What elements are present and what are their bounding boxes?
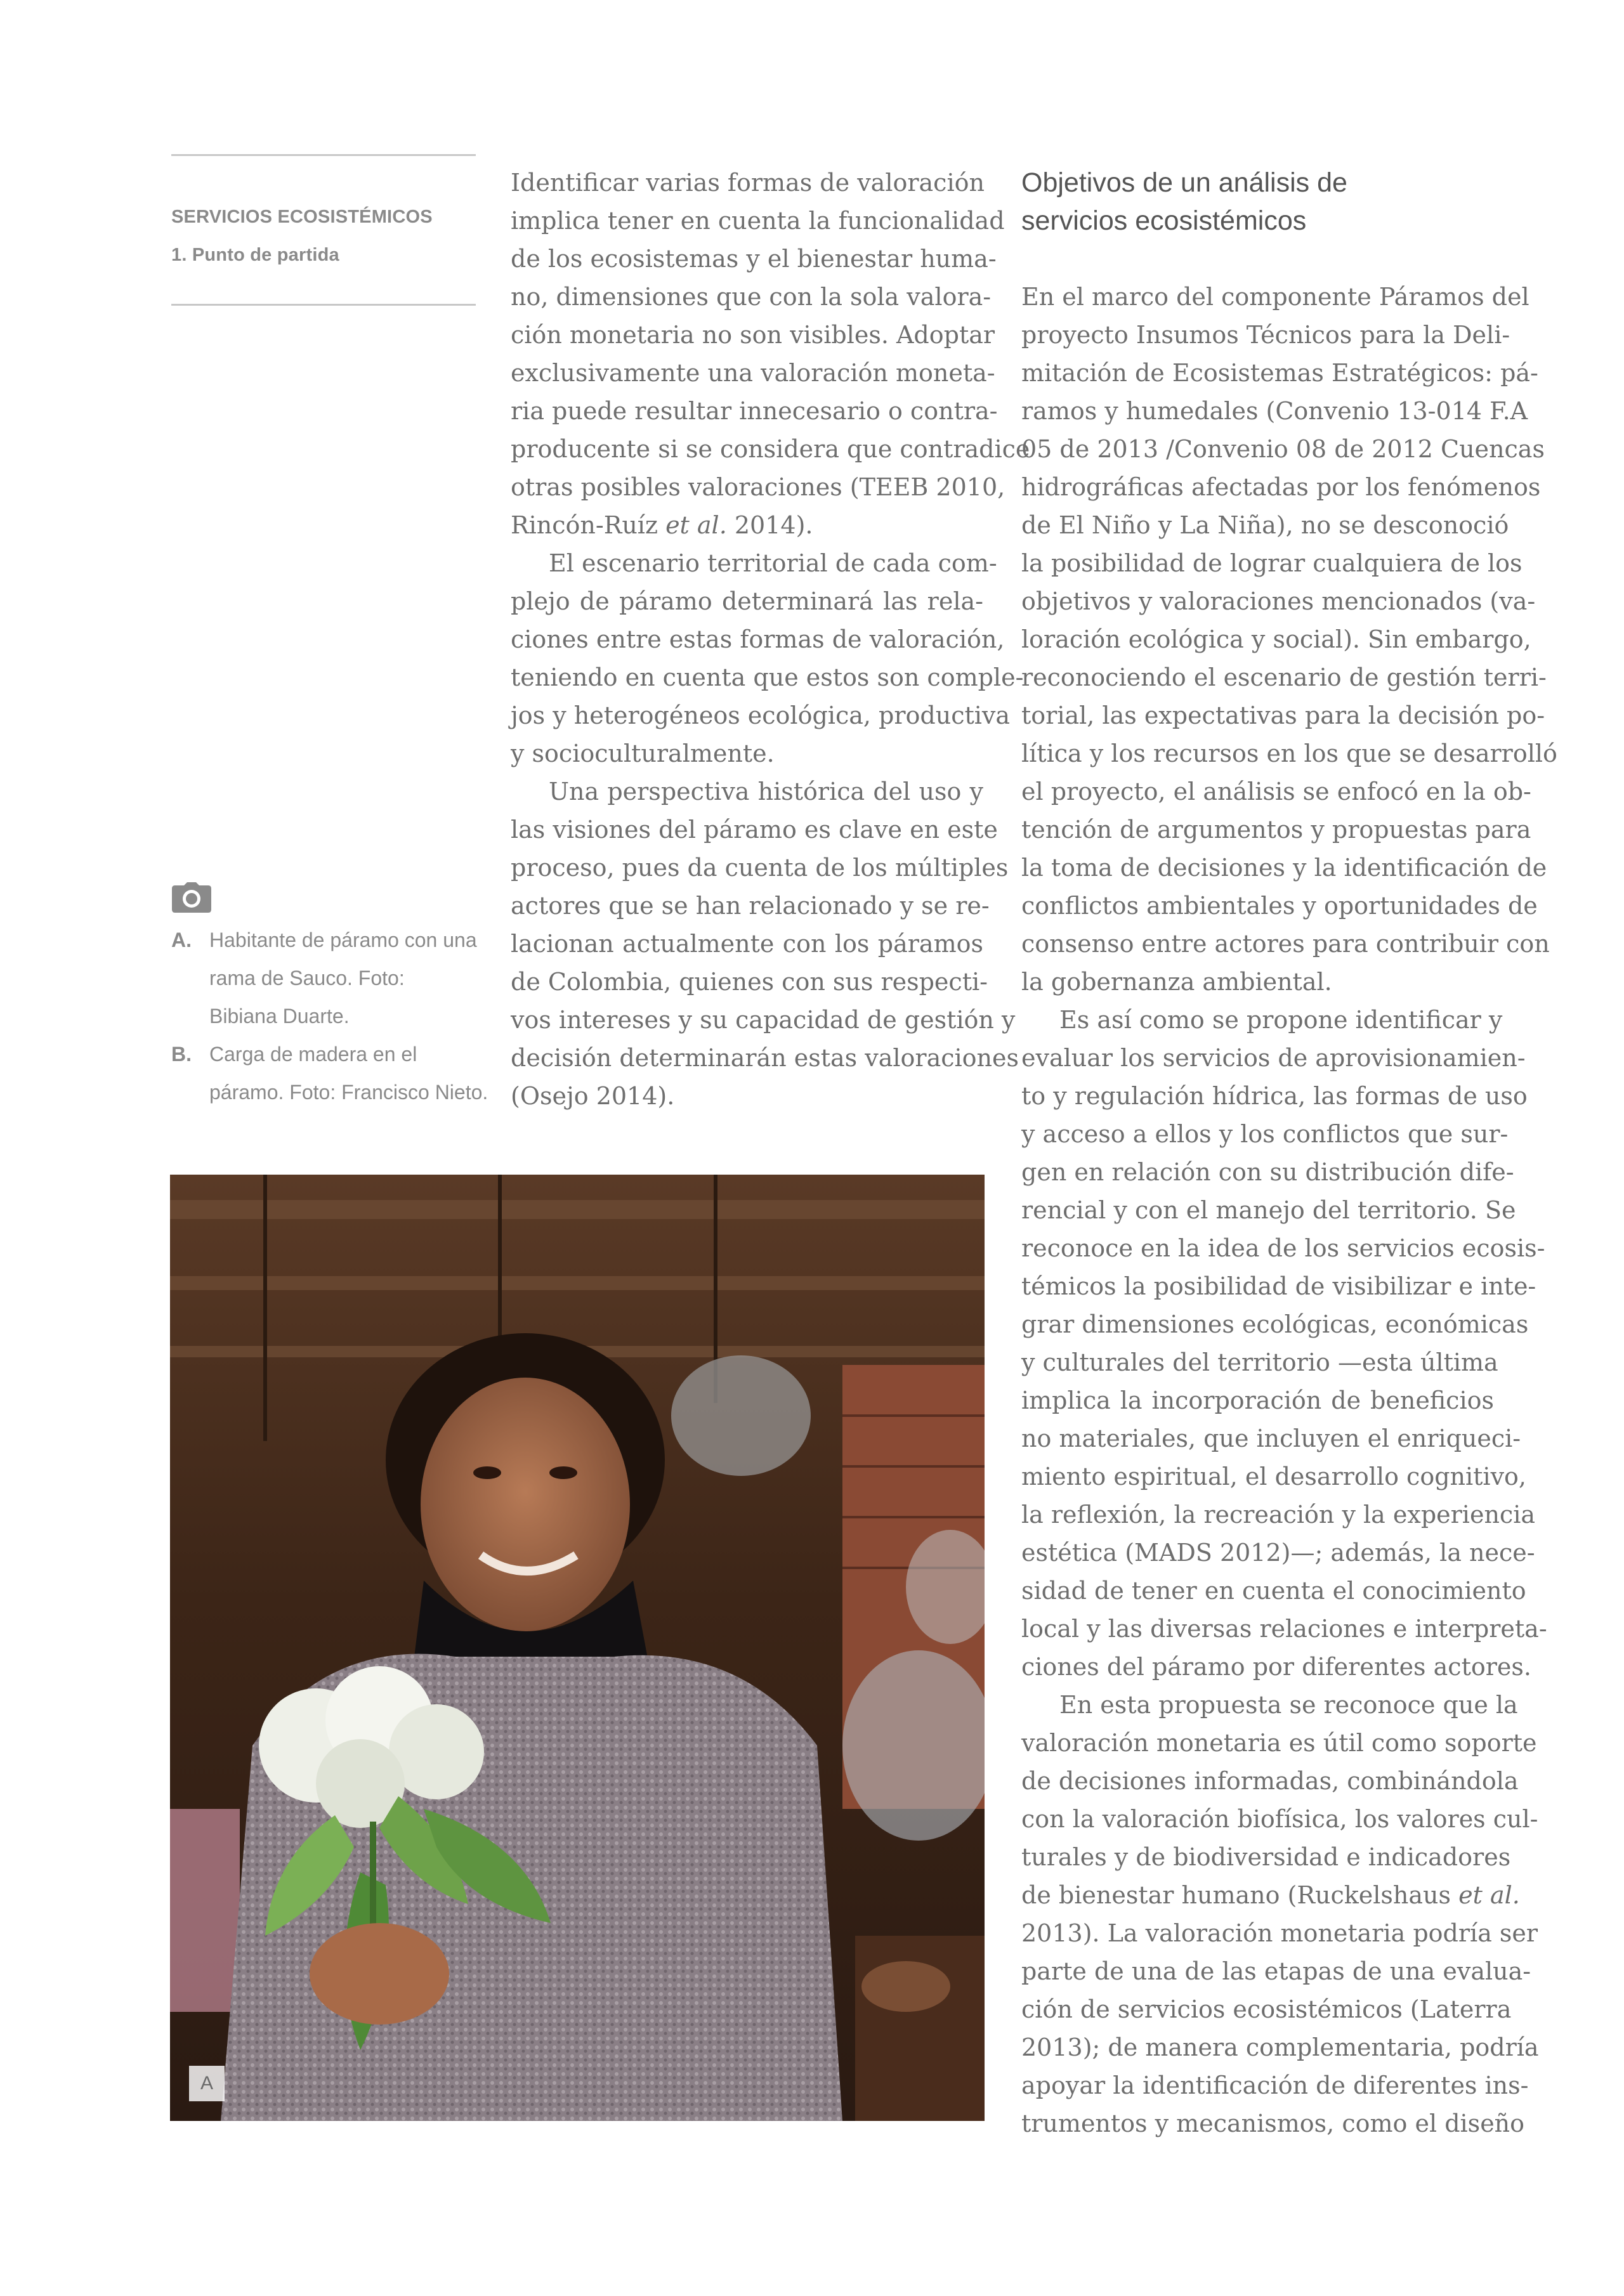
- text-line: el proyecto, el análisis se enfocó en la ob-: [1021, 778, 1531, 806]
- text-line: témicos la posibilidad de visibilizar e inte-: [1021, 1272, 1536, 1300]
- text-line: Rincón-Ruíz et al. 2014).: [511, 511, 813, 539]
- caption-line: páramo. Foto: Francisco Nieto.: [209, 1081, 488, 1104]
- text-line: El escenario territorial de cada com-: [549, 549, 997, 577]
- text-line: la toma de decisiones y la identificación de: [1021, 854, 1547, 882]
- text-line: ciones entre estas formas de valoración,: [511, 625, 1005, 653]
- text-line: gen en relación con su distribución dife-: [1021, 1158, 1514, 1186]
- text-line: sidad de tener en cuenta el conocimiento: [1021, 1577, 1526, 1605]
- heading-line: servicios ecosistémicos: [1021, 205, 1307, 236]
- text-line: evaluar los servicios de aprovisionamien-: [1021, 1044, 1526, 1072]
- text-line: conflictos ambientales y oportunidades de: [1021, 892, 1538, 920]
- text-line: reconociendo el escenario de gestión terri-: [1021, 663, 1547, 691]
- text-line: estética (MADS 2012)—; además, la nece-: [1021, 1539, 1535, 1567]
- text-line: actores que se han relacionado y se re-: [511, 892, 990, 920]
- text-line: la gobernanza ambiental.: [1021, 968, 1332, 996]
- caption-a: [171, 921, 488, 1035]
- text-line: teniendo en cuenta que estos son comple-: [511, 663, 1024, 691]
- text-line: otras posibles valoraciones (TEEB 2010,: [511, 473, 1005, 501]
- section-heading: [1021, 164, 1494, 240]
- caption-letter: A.: [171, 929, 192, 951]
- body-column-1: [511, 164, 1030, 1115]
- camera-icon: [171, 882, 212, 913]
- text-line: grar dimensiones ecológicas, económicas: [1021, 1310, 1529, 1338]
- section-title: SERVICIOS ECOSISTÉMICOS: [171, 207, 433, 227]
- text-line: Identificar varias formas de valoración: [511, 169, 985, 197]
- text-line: trumentos y mecanismos, como el diseño: [1021, 2110, 1525, 2137]
- text-line: implica la incorporación de beneficios: [1021, 1386, 1494, 1414]
- text-line: lacionan actualmente con los páramos: [511, 930, 983, 958]
- text-line: miento espiritual, el desarrollo cognitivo,: [1021, 1463, 1526, 1490]
- text-line: turales y de biodiversidad e indicadores: [1021, 1843, 1511, 1871]
- text-line: ción monetaria no son visibles. Adoptar: [511, 321, 995, 349]
- text-line: ramos y humedales (Convenio 13-014 F.A: [1021, 397, 1528, 425]
- photo-captions: [171, 921, 488, 1111]
- text-line: 05 de 2013 /Convenio 08 de 2012 Cuencas: [1021, 435, 1545, 463]
- text-line: consenso entre actores para contribuir con: [1021, 930, 1550, 958]
- caption-line: Habitante de páramo con una: [209, 929, 477, 951]
- text-line: valoración monetaria es útil como soporte: [1021, 1729, 1537, 1757]
- top-rule: [171, 154, 476, 156]
- photo-tag: A: [189, 2066, 225, 2101]
- text-line: tención de argumentos y propuestas para: [1021, 816, 1531, 844]
- text-line: mitación de Ecosistemas Estratégicos: pá-: [1021, 359, 1538, 387]
- text-line: de los ecosistemas y el bienestar huma-: [511, 245, 997, 273]
- text-line: ciones del páramo por diferentes actores.: [1021, 1653, 1531, 1681]
- text-line: las visiones del páramo es clave en este: [511, 816, 998, 844]
- text-line: 2013); de manera complementaria, podría: [1021, 2033, 1539, 2061]
- text-line: loración ecológica y social). Sin embargo,: [1021, 625, 1531, 653]
- text-line: hidrográficas afectadas por los fenómenos: [1021, 473, 1541, 501]
- text-line: de El Niño y La Niña), no se desconoció: [1021, 511, 1509, 539]
- text-line: apoyar la identificación de diferentes ins-: [1021, 2071, 1529, 2099]
- caption-line: rama de Sauco. Foto:: [209, 967, 405, 989]
- text-line: Es así como se propone identificar y: [1059, 1006, 1503, 1034]
- text-line: En esta propuesta se reconoce que la: [1059, 1691, 1518, 1719]
- text-line: Una perspectiva histórica del uso y: [549, 778, 983, 806]
- text-line: implica tener en cuenta la funcionalidad: [511, 207, 1005, 235]
- bottom-rule: [171, 304, 476, 306]
- text-line: local y las diversas relaciones e interpreta-: [1021, 1615, 1547, 1643]
- section-label: [171, 198, 476, 274]
- text-line: torial, las expectativas para la decisión po-: [1021, 701, 1545, 729]
- text-line: de Colombia, quienes con sus respecti-: [511, 968, 988, 996]
- text-line: En el marco del componente Páramos del: [1021, 283, 1529, 311]
- text-line: y culturales del territorio —esta última: [1021, 1348, 1498, 1376]
- text-line: objetivos y valoraciones mencionados (va-: [1021, 587, 1536, 615]
- body-column-2: [1021, 278, 1557, 2143]
- text-line: vos intereses y su capacidad de gestión y: [511, 1006, 1016, 1034]
- text-line: la reflexión, la recreación y la experiencia: [1021, 1501, 1536, 1529]
- text-line: reconoce en la idea de los servicios ecosis-: [1021, 1234, 1545, 1262]
- text-line: y socioculturalmente.: [511, 740, 775, 767]
- text-line: y acceso a ellos y los conflictos que sur-: [1021, 1120, 1509, 1148]
- text-line: producente si se considera que contradice: [511, 435, 1030, 463]
- text-line: parte de una de las etapas de una evalua-: [1021, 1957, 1531, 1985]
- caption-line: Carga de madera en el: [209, 1043, 417, 1066]
- caption-line: Bibiana Duarte.: [209, 1005, 350, 1027]
- text-line: jos y heterogéneos ecológica, productiva: [511, 701, 1011, 729]
- text-line: ción de servicios ecosistémicos (Laterra: [1021, 1995, 1512, 2023]
- text-line: to y regulación hídrica, las formas de uso: [1021, 1082, 1528, 1110]
- text-line: decisión determinarán estas valoraciones: [511, 1044, 1019, 1072]
- text-line: rencial y con el manejo del territorio. Se: [1021, 1196, 1516, 1224]
- caption-letter: B.: [171, 1043, 192, 1066]
- photo-illustration: [170, 1175, 985, 2121]
- text-line: (Osejo 2014).: [511, 1082, 675, 1110]
- text-line: la posibilidad de lograr cualquiera de los: [1021, 549, 1522, 577]
- text-line: exclusivamente una valoración moneta-: [511, 359, 995, 387]
- text-line: 2013). La valoración monetaria podría ser: [1021, 1919, 1538, 1947]
- text-line: de bienestar humano (Ruckelshaus et al.: [1021, 1881, 1520, 1909]
- heading-line: Objetivos de un análisis de: [1021, 167, 1347, 198]
- text-line: no, dimensiones que con la sola valora-: [511, 283, 992, 311]
- subsection-title: 1. Punto de partida: [171, 245, 339, 265]
- text-line: lítica y los recursos en los que se desarrolló: [1021, 740, 1557, 767]
- text-line: proceso, pues da cuenta de los múltiples: [511, 854, 1009, 882]
- caption-b: [171, 1035, 488, 1111]
- text-line: plejo de páramo determinará las rela-: [511, 587, 983, 615]
- text-line: ria puede resultar innecesario o contra-: [511, 397, 998, 425]
- photo-woman-with-sauco: [170, 1175, 985, 2121]
- text-line: con la valoración biofísica, los valores cul-: [1021, 1805, 1538, 1833]
- text-line: de decisiones informadas, combinándola: [1021, 1767, 1519, 1795]
- text-line: proyecto Insumos Técnicos para la Deli-: [1021, 321, 1510, 349]
- text-line: no materiales, que incluyen el enriqueci-: [1021, 1425, 1521, 1452]
